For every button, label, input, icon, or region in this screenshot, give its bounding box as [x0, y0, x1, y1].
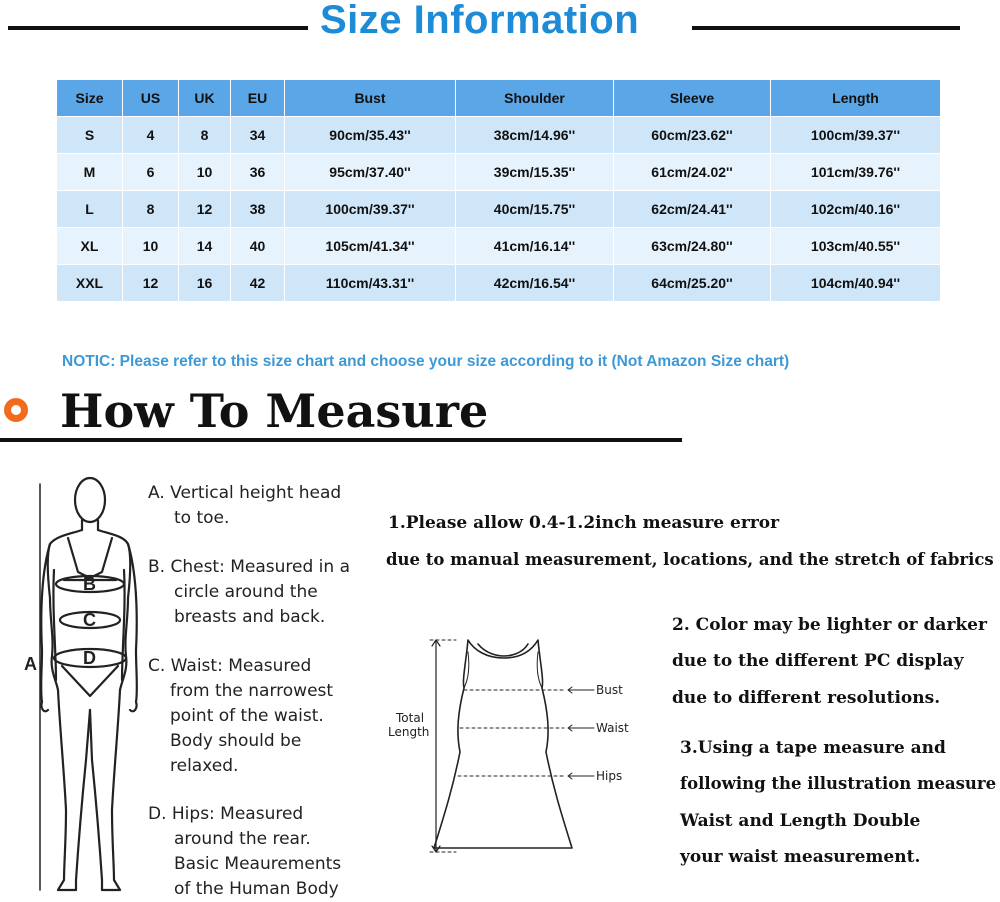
- circle-bullet-icon: [4, 398, 28, 422]
- cell-eu: 38: [231, 191, 285, 228]
- cell-shoulder: 39cm/15.35'': [456, 154, 614, 191]
- size-notice: NOTIC: Please refer to this size chart and choose your size according to it (Not Amazon Size chart): [62, 353, 790, 370]
- label-d: D: [83, 648, 96, 668]
- cell-bust: 110cm/43.31'': [285, 265, 456, 302]
- body-figure-illustration: [20, 470, 140, 900]
- note-3-line-3: Waist and Length Double: [680, 811, 921, 831]
- instruction-line: point of the waist.: [170, 706, 324, 726]
- instruction-line: D. Hips: Measured: [148, 804, 304, 824]
- note-3-line-2: following the illustration measure: [680, 774, 997, 793]
- table-row: [57, 265, 941, 302]
- instruction-line: breasts and back.: [174, 607, 326, 627]
- note-2-line-3: due to different resolutions.: [672, 688, 941, 708]
- instruction-line: C. Waist: Measured: [148, 656, 312, 676]
- cell-sleeve: 60cm/23.62'': [614, 117, 771, 154]
- label-a: A: [24, 654, 37, 674]
- cell-length: 102cm/40.16'': [771, 191, 941, 228]
- cell-sleeve: 63cm/24.80'': [614, 228, 771, 265]
- size-chart-table: [56, 79, 941, 302]
- cell-sleeve: 62cm/24.41'': [614, 191, 771, 228]
- instruction-line: B. Chest: Measured in a: [148, 557, 350, 577]
- instruction-c: [148, 654, 378, 779]
- table-row: [57, 228, 941, 265]
- instruction-line: from the narrowest: [170, 681, 334, 701]
- instruction-line: Body should be: [170, 731, 302, 751]
- note-1-line-1: 1.Please allow 0.4-1.2inch measure error: [388, 513, 780, 533]
- cell-size: M: [57, 154, 123, 191]
- table-row: [57, 154, 941, 191]
- page-title: Size Information: [320, 0, 640, 42]
- cell-eu: 36: [231, 154, 285, 191]
- instruction-line: A. Vertical height head: [148, 483, 342, 503]
- table-header-row: [57, 80, 941, 117]
- cell-shoulder: 40cm/15.75'': [456, 191, 614, 228]
- how-to-measure-rule: [0, 438, 682, 442]
- note-3-line-4: your waist measurement.: [680, 847, 921, 867]
- cell-shoulder: 42cm/16.54'': [456, 265, 614, 302]
- instruction-line: relaxed.: [170, 756, 239, 776]
- cell-size: S: [57, 117, 123, 154]
- label-b: B: [83, 574, 96, 594]
- cell-us: 10: [123, 228, 179, 265]
- cell-us: 4: [123, 117, 179, 154]
- instruction-line: Basic Meaurements: [174, 854, 342, 874]
- instruction-line: around the rear.: [174, 829, 311, 849]
- instruction-a: [148, 481, 378, 531]
- col-header-size: Size: [57, 80, 123, 117]
- cell-eu: 40: [231, 228, 285, 265]
- how-to-measure-title: How To Measure: [60, 384, 489, 438]
- cell-us: 6: [123, 154, 179, 191]
- table-row: [57, 117, 941, 154]
- figure-head: [75, 478, 105, 522]
- col-header-eu: EU: [231, 80, 285, 117]
- cell-uk: 10: [179, 154, 231, 191]
- col-header-length: Length: [771, 80, 941, 117]
- cell-uk: 8: [179, 117, 231, 154]
- instruction-line: to toe.: [174, 508, 230, 528]
- instruction-line: of the Human Body: [174, 879, 339, 899]
- cell-size: XXL: [57, 265, 123, 302]
- instruction-line: circle around the: [174, 582, 318, 602]
- cell-length: 104cm/40.94'': [771, 265, 941, 302]
- col-header-bust: Bust: [285, 80, 456, 117]
- cell-sleeve: 64cm/25.20'': [614, 265, 771, 302]
- col-header-sleeve: Sleeve: [614, 80, 771, 117]
- cell-us: 8: [123, 191, 179, 228]
- cell-uk: 16: [179, 265, 231, 302]
- cell-bust: 95cm/37.40'': [285, 154, 456, 191]
- title-rule-right: [692, 26, 960, 30]
- cell-length: 101cm/39.76'': [771, 154, 941, 191]
- dress-bust-label: Bust: [596, 683, 623, 697]
- cell-us: 12: [123, 265, 179, 302]
- instruction-b: [148, 555, 378, 630]
- cell-eu: 34: [231, 117, 285, 154]
- col-header-uk: UK: [179, 80, 231, 117]
- cell-size: L: [57, 191, 123, 228]
- cell-uk: 14: [179, 228, 231, 265]
- dress-length-label: Length: [388, 725, 430, 739]
- cell-sleeve: 61cm/24.02'': [614, 154, 771, 191]
- cell-bust: 90cm/35.43'': [285, 117, 456, 154]
- label-c: C: [83, 610, 96, 630]
- cell-shoulder: 41cm/16.14'': [456, 228, 614, 265]
- note-3-line-1: 3.Using a tape measure and: [680, 738, 946, 758]
- dress-waist-label: Waist: [596, 721, 629, 735]
- cell-shoulder: 38cm/14.96'': [456, 117, 614, 154]
- col-header-us: US: [123, 80, 179, 117]
- dress-outline: [434, 640, 572, 848]
- dress-hips-label: Hips: [596, 769, 623, 783]
- note-1-line-2: due to manual measurement, locations, and the stretch of fabrics: [386, 550, 994, 569]
- cell-size: XL: [57, 228, 123, 265]
- cell-bust: 105cm/41.34'': [285, 228, 456, 265]
- cell-length: 100cm/39.37'': [771, 117, 941, 154]
- size-information-header: [0, 0, 1000, 48]
- cell-bust: 100cm/39.37'': [285, 191, 456, 228]
- table-row: [57, 191, 941, 228]
- dress-illustration: [386, 632, 656, 862]
- cell-eu: 42: [231, 265, 285, 302]
- instruction-d: [148, 802, 378, 902]
- cell-uk: 12: [179, 191, 231, 228]
- dress-total-label: Total: [396, 711, 425, 725]
- title-rule-left: [8, 26, 308, 30]
- note-2-line-2: due to the different PC display: [672, 651, 964, 671]
- col-header-shoulder: Shoulder: [456, 80, 614, 117]
- note-2-line-1: 2. Color may be lighter or darker: [672, 615, 987, 635]
- cell-length: 103cm/40.55'': [771, 228, 941, 265]
